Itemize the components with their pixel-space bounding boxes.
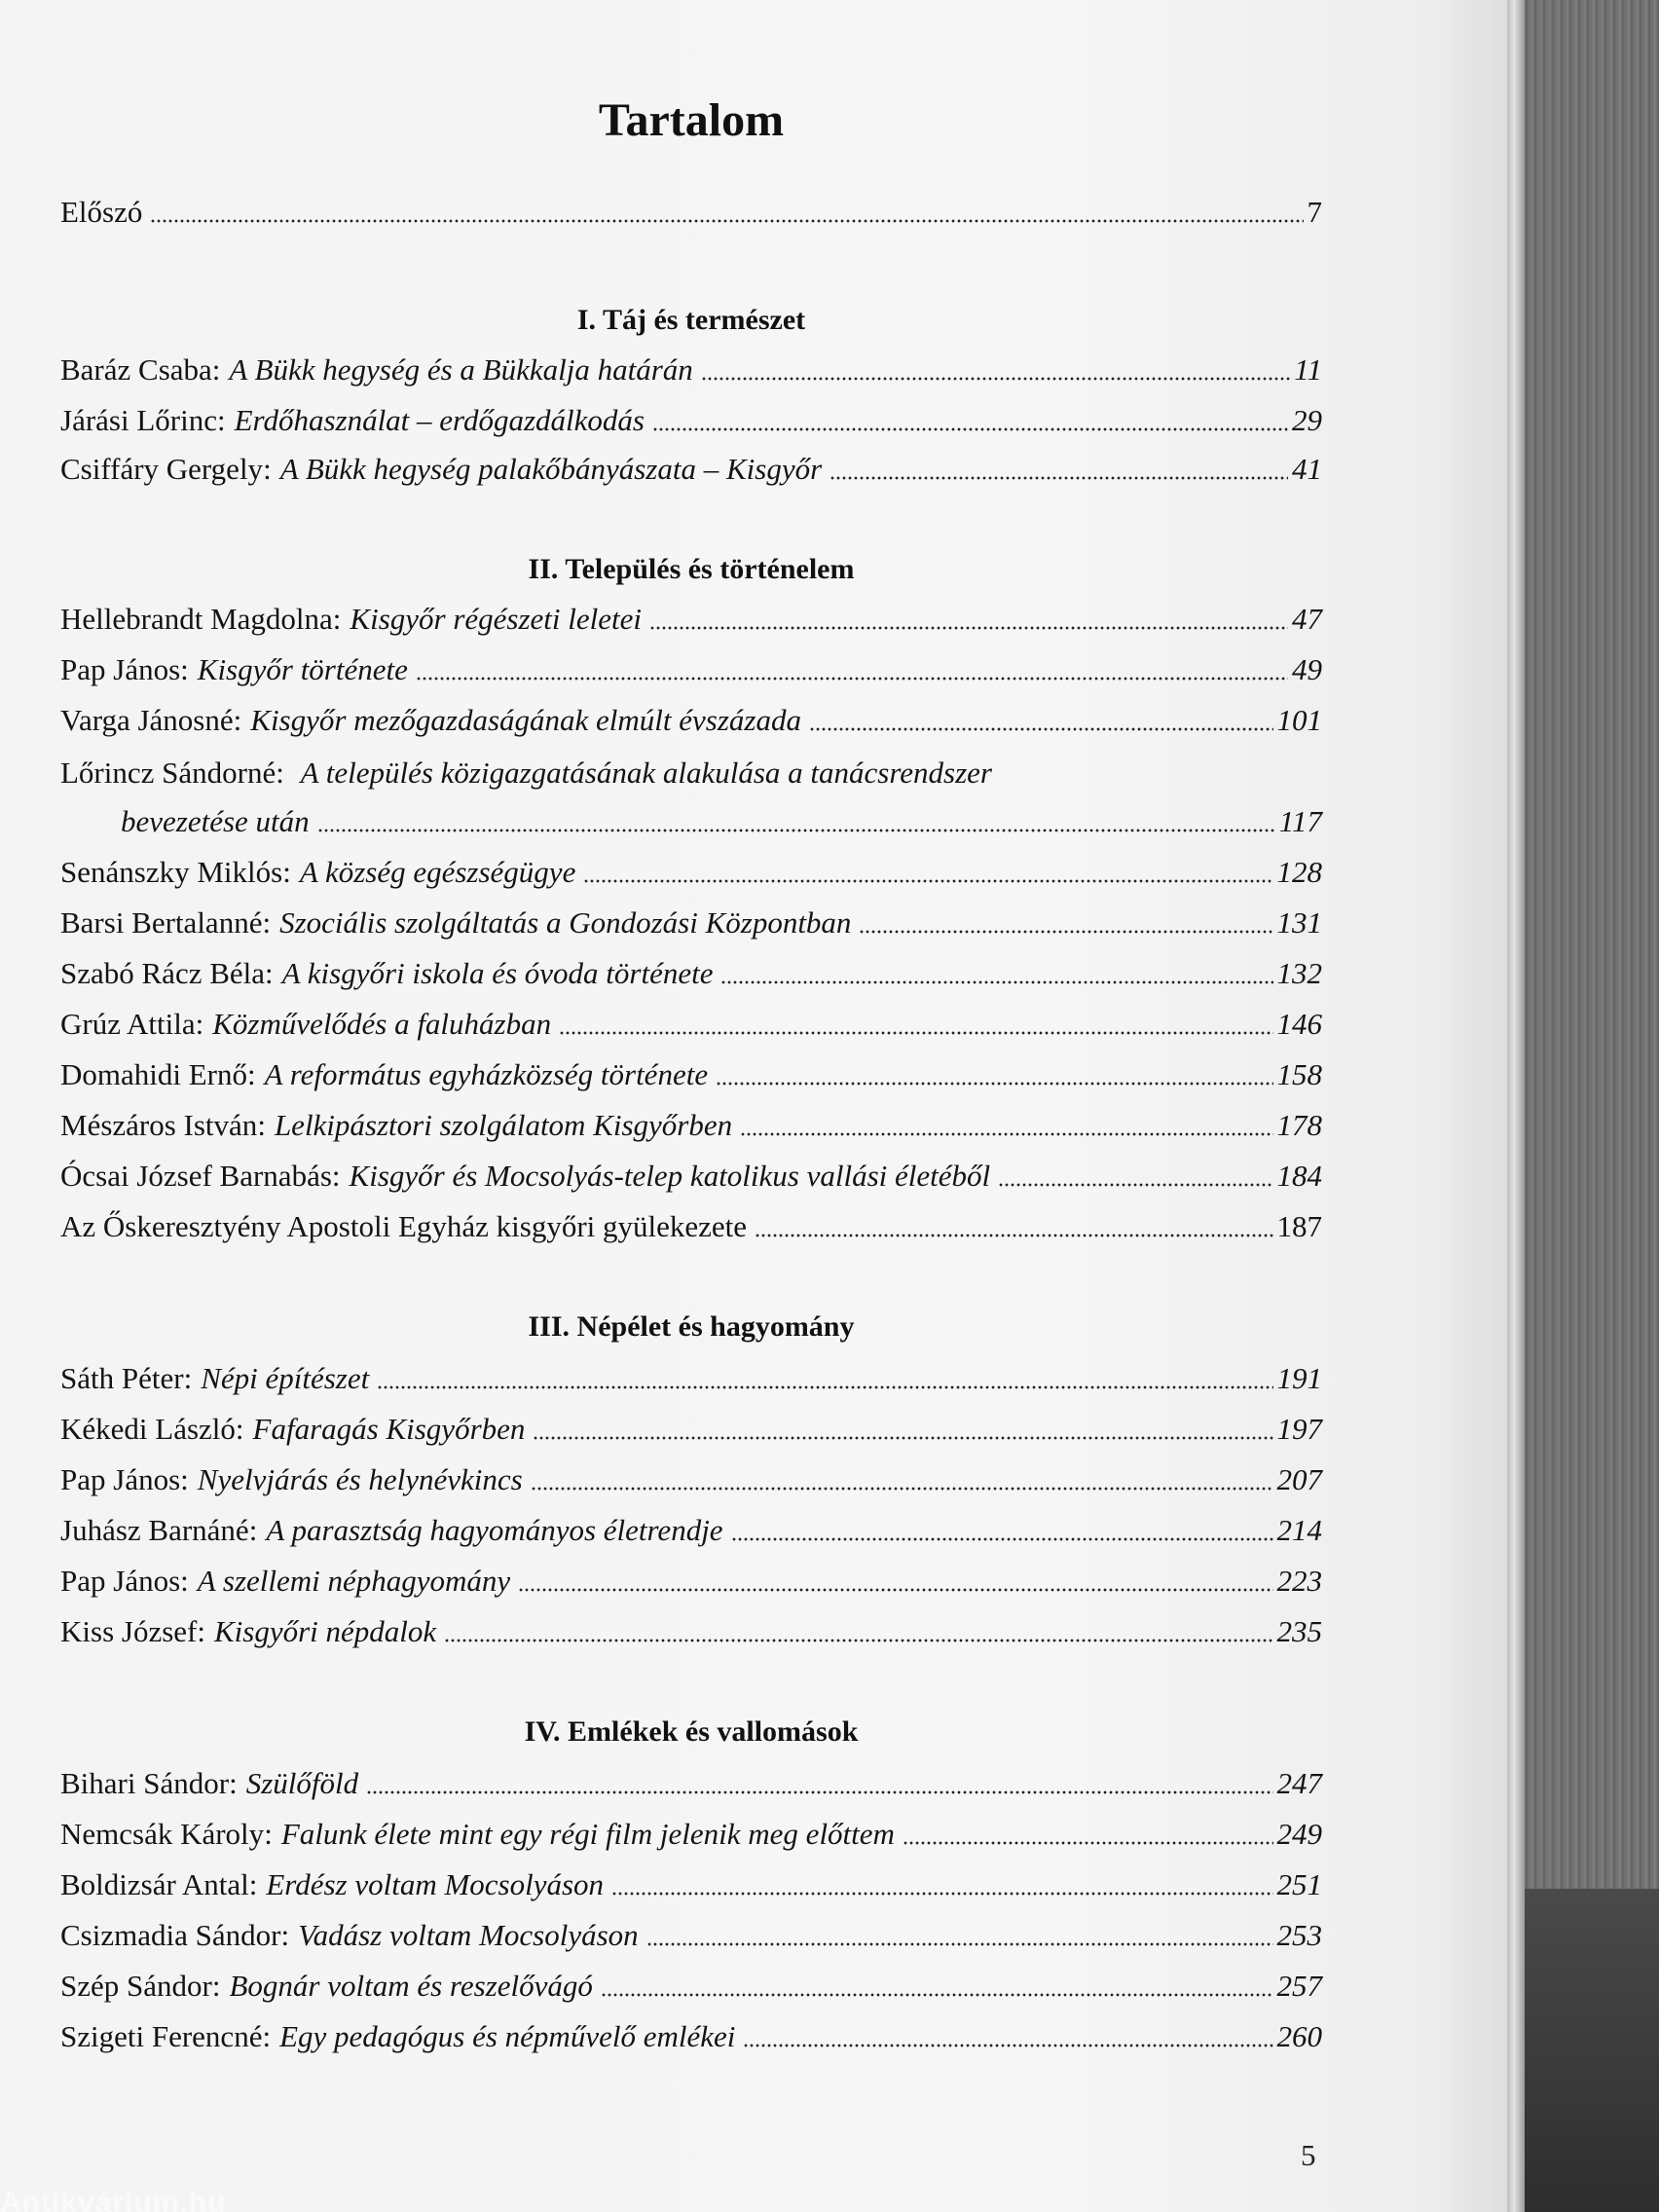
toc-title: A Bükk hegység és a Bükkalja határán: [229, 352, 693, 387]
colon: :: [183, 1361, 193, 1395]
toc-page-number: 260: [1276, 2019, 1322, 2053]
toc-author: Barsi Bertalanné: [60, 905, 263, 940]
toc-title: A Bükk hegység palakőbányászata – Kisgyőr: [279, 452, 823, 486]
dot-leader: [416, 675, 1288, 682]
toc-author: Szabó Rácz Béla: [60, 956, 266, 990]
toc-page-number: 207: [1276, 1462, 1322, 1496]
toc-title: A kisgyőri iskola és óvoda története: [281, 956, 714, 990]
toc-page-number: 131: [1276, 905, 1322, 940]
dot-leader: [701, 375, 1291, 383]
toc-entry: [60, 855, 1322, 894]
dot-leader: [731, 1535, 1273, 1543]
colon: :: [180, 652, 189, 686]
dot-leader: [601, 1991, 1273, 1999]
toc-author: Lőrincz Sándorné: [60, 756, 276, 790]
toc-page-number: 158: [1276, 1057, 1322, 1091]
toc-entry-first-line: [60, 756, 992, 794]
section-heading: I. Táj és természet: [576, 304, 806, 336]
toc-entry: [60, 1766, 1322, 1805]
toc-entry: [60, 1057, 1322, 1096]
toc-author: Kékedi László: [60, 1412, 236, 1446]
toc-author: Boldizsár Antal: [60, 1867, 249, 1901]
colon: :: [233, 703, 242, 737]
toc-author: Varga Jánosné: [60, 703, 234, 737]
dot-leader: [559, 1029, 1272, 1037]
colon: :: [247, 1057, 256, 1091]
toc-author: Ócsai József Barnabás: [60, 1159, 332, 1193]
toc-page-number: 7: [1307, 195, 1322, 229]
toc-page-number: 178: [1276, 1108, 1322, 1142]
toc-title: Népi építészet: [201, 1361, 370, 1395]
dot-leader: [150, 217, 1303, 225]
colon: :: [216, 403, 226, 437]
colon: :: [248, 1867, 258, 1901]
dot-leader: [755, 1232, 1272, 1239]
toc-entry: [60, 1108, 1322, 1147]
toc-author: Sáth Péter: [60, 1361, 184, 1395]
toc-page-number: 253: [1276, 1918, 1322, 1952]
dot-leader: [646, 1940, 1273, 1948]
dot-leader: [366, 1788, 1272, 1796]
toc-title: Kisgyőr és Mocsolyás-telep katolikus vallási életéből: [349, 1159, 991, 1193]
toc-entry: [60, 452, 1322, 491]
toc-title-continuation: bevezetése után: [121, 804, 310, 838]
toc-title: A református egyházközség története: [264, 1057, 709, 1091]
colon: :: [211, 352, 221, 387]
toc-title: A parasztság hagyományos életrendje: [266, 1513, 723, 1547]
toc-entry: [60, 1361, 1322, 1400]
colon: :: [262, 905, 272, 940]
colon: :: [265, 956, 274, 990]
toc-entry: [60, 403, 1322, 442]
toc-title: A település közigazgatásának alakulása a tanácsrendszer: [300, 756, 992, 790]
toc-author: Pap János: [60, 1462, 181, 1496]
background-surface: [1503, 0, 1659, 2212]
colon: :: [257, 1108, 266, 1142]
toc-title: Bognár voltam és reszelővágó: [229, 1969, 593, 2003]
toc-page-number: 11: [1294, 352, 1322, 387]
toc-title: Vadász voltam Mocsolyáson: [298, 1918, 639, 1952]
dot-leader: [533, 1434, 1272, 1442]
page-edge: [1507, 0, 1525, 2212]
toc-author: Mészáros István: [60, 1108, 258, 1142]
section-heading: IV. Emlékek és vallomások: [524, 1715, 859, 1748]
section-heading: III. Népélet és hagyomány: [528, 1310, 855, 1343]
toc-page-number: 49: [1292, 652, 1322, 686]
toc-page-number: 47: [1292, 602, 1322, 636]
toc-page-number: 235: [1276, 1614, 1322, 1648]
toc-title: Erdőhasználat – erdőgazdálkodás: [234, 403, 645, 437]
toc-entry: [60, 1007, 1322, 1046]
toc-author: Juhász Barnáné: [60, 1513, 249, 1547]
toc-title: A község egészségügye: [299, 855, 576, 889]
toc-page-number: 223: [1276, 1564, 1322, 1598]
toc-title: Szociális szolgáltatás a Gondozási Központban: [279, 905, 852, 940]
toc-author: Szép Sándor: [60, 1969, 212, 2003]
toc-page-number: 191: [1276, 1361, 1322, 1395]
toc-entry: [60, 1564, 1322, 1603]
dot-leader: [377, 1383, 1272, 1391]
toc-author: Hellebrandt Magdolna: [60, 602, 333, 636]
colon: :: [195, 1007, 204, 1041]
watermark-logo: Antikvárium.hu: [0, 2187, 227, 2212]
dot-leader: [531, 1485, 1273, 1493]
toc-author: Csizmadia Sándor: [60, 1918, 281, 1952]
toc-entry: [60, 1209, 1322, 1248]
toc-title: Erdész voltam Mocsolyáson: [266, 1867, 605, 1901]
toc-entry: [60, 352, 1322, 391]
toc-entry: [60, 1412, 1322, 1451]
toc-title: Egy pedagógus és népművelő emlékei: [279, 2019, 736, 2053]
toc-entry: [60, 905, 1322, 944]
toc-author: Nemcsák Károly: [60, 1817, 265, 1851]
dot-leader: [444, 1637, 1272, 1644]
dot-leader: [583, 877, 1272, 885]
toc-page-number: 257: [1276, 1969, 1322, 2003]
toc-author: Grúz Attila: [60, 1007, 196, 1041]
colon: :: [211, 1969, 221, 2003]
toc-author: Bihari Sándor: [60, 1766, 230, 1800]
dot-leader: [859, 928, 1272, 936]
toc-entry: [60, 1969, 1322, 2008]
toc-author: Domahidi Ernő: [60, 1057, 247, 1091]
toc-entry: [60, 652, 1322, 691]
colon: :: [180, 1462, 189, 1496]
dot-leader: [649, 624, 1288, 632]
toc-author: Szigeti Ferencné: [60, 2019, 263, 2053]
colon: :: [280, 1918, 290, 1952]
toc-page-number: 132: [1276, 956, 1322, 990]
background-object: [1503, 1889, 1659, 2212]
toc-page-number: 117: [1278, 804, 1322, 838]
toc-author: Csiffáry Gergely: [60, 452, 264, 486]
colon: :: [248, 1513, 258, 1547]
toc-page-number: 187: [1276, 1209, 1322, 1243]
toc-page-number: 184: [1276, 1159, 1322, 1193]
toc-title: Kisgyőr mezőgazdaságának elmúlt évszázada: [250, 703, 801, 737]
dot-leader: [652, 425, 1288, 433]
toc-entry-continuation: [121, 804, 1322, 843]
page-number-footer: 5: [1301, 2138, 1316, 2172]
toc-author: Az Őskeresztyény Apostoli Egyház kisgyőri gyülekezete: [60, 1209, 748, 1243]
toc-page-number: 249: [1276, 1817, 1322, 1851]
toc-entry: [60, 1918, 1322, 1957]
section-heading: II. Település és történelem: [528, 553, 855, 585]
toc-page-number: 197: [1276, 1412, 1322, 1446]
toc-label: Előszó: [60, 195, 143, 229]
toc-title: Közművelődés a faluházban: [212, 1007, 552, 1041]
toc-title: Szülőföld: [245, 1766, 359, 1800]
colon: :: [263, 452, 272, 486]
toc-title: Falunk élete mint egy régi film jelenik meg előttem: [280, 1817, 895, 1851]
dot-leader: [830, 474, 1288, 482]
dot-leader: [743, 2042, 1272, 2049]
dot-leader: [611, 1890, 1272, 1898]
colon: :: [331, 1159, 341, 1193]
dot-leader: [740, 1130, 1272, 1138]
toc-entry: [60, 1513, 1322, 1552]
toc-entry-preface: [60, 195, 1322, 234]
toc-entry: [60, 703, 1322, 742]
dot-leader: [720, 978, 1272, 986]
colon: :: [264, 1817, 273, 1851]
toc-title: Lelkipásztori szolgálatom Kisgyőrben: [274, 1108, 733, 1142]
toc-title: Kisgyőri népdalok: [213, 1614, 437, 1648]
toc-page-number: 146: [1276, 1007, 1322, 1041]
toc-entry: [60, 1462, 1322, 1501]
toc-author: Kiss József: [60, 1614, 198, 1648]
toc-title: Nyelvjárás és helynévkincs: [197, 1462, 523, 1496]
toc-entry: [60, 956, 1322, 995]
colon: :: [235, 1412, 244, 1446]
toc-entry: [60, 1867, 1322, 1906]
toc-author: Pap János: [60, 1564, 181, 1598]
colon: :: [262, 2019, 272, 2053]
colon: :: [229, 1766, 238, 1800]
page-title: Tartalom: [598, 94, 785, 146]
dot-leader: [998, 1181, 1272, 1189]
toc-page-number: 247: [1276, 1766, 1322, 1800]
toc-title: Fafaragás Kisgyőrben: [252, 1412, 526, 1446]
toc-author: Pap János: [60, 652, 181, 686]
toc-page-number: 251: [1276, 1867, 1322, 1901]
toc-title: Kisgyőr története: [197, 652, 408, 686]
dot-leader: [809, 725, 1273, 733]
dot-leader: [716, 1080, 1272, 1088]
toc-page-number: 214: [1276, 1513, 1322, 1547]
colon: :: [180, 1564, 189, 1598]
toc-entry: [60, 602, 1322, 641]
toc-author: Senánszky Miklós: [60, 855, 283, 889]
toc-page-number: 101: [1276, 703, 1322, 737]
toc-author: Baráz Csaba: [60, 352, 212, 387]
colon: :: [276, 756, 284, 790]
colon: :: [282, 855, 291, 889]
toc-entry: [60, 2019, 1322, 2058]
dot-leader: [903, 1839, 1273, 1847]
toc-author: Járási Lőrinc: [60, 403, 217, 437]
toc-page-number: 128: [1276, 855, 1322, 889]
toc-page-number: 29: [1292, 403, 1322, 437]
toc-entry: [60, 1614, 1322, 1653]
toc-page-number: 41: [1292, 452, 1322, 486]
dot-leader: [518, 1586, 1272, 1594]
toc-title: A szellemi néphagyomány: [197, 1564, 511, 1598]
toc-title: Kisgyőr régészeti leletei: [350, 602, 643, 636]
toc-entry: [60, 1159, 1322, 1198]
toc-entry: [60, 1817, 1322, 1856]
colon: :: [197, 1614, 205, 1648]
colon: :: [332, 602, 342, 636]
dot-leader: [317, 827, 1275, 834]
